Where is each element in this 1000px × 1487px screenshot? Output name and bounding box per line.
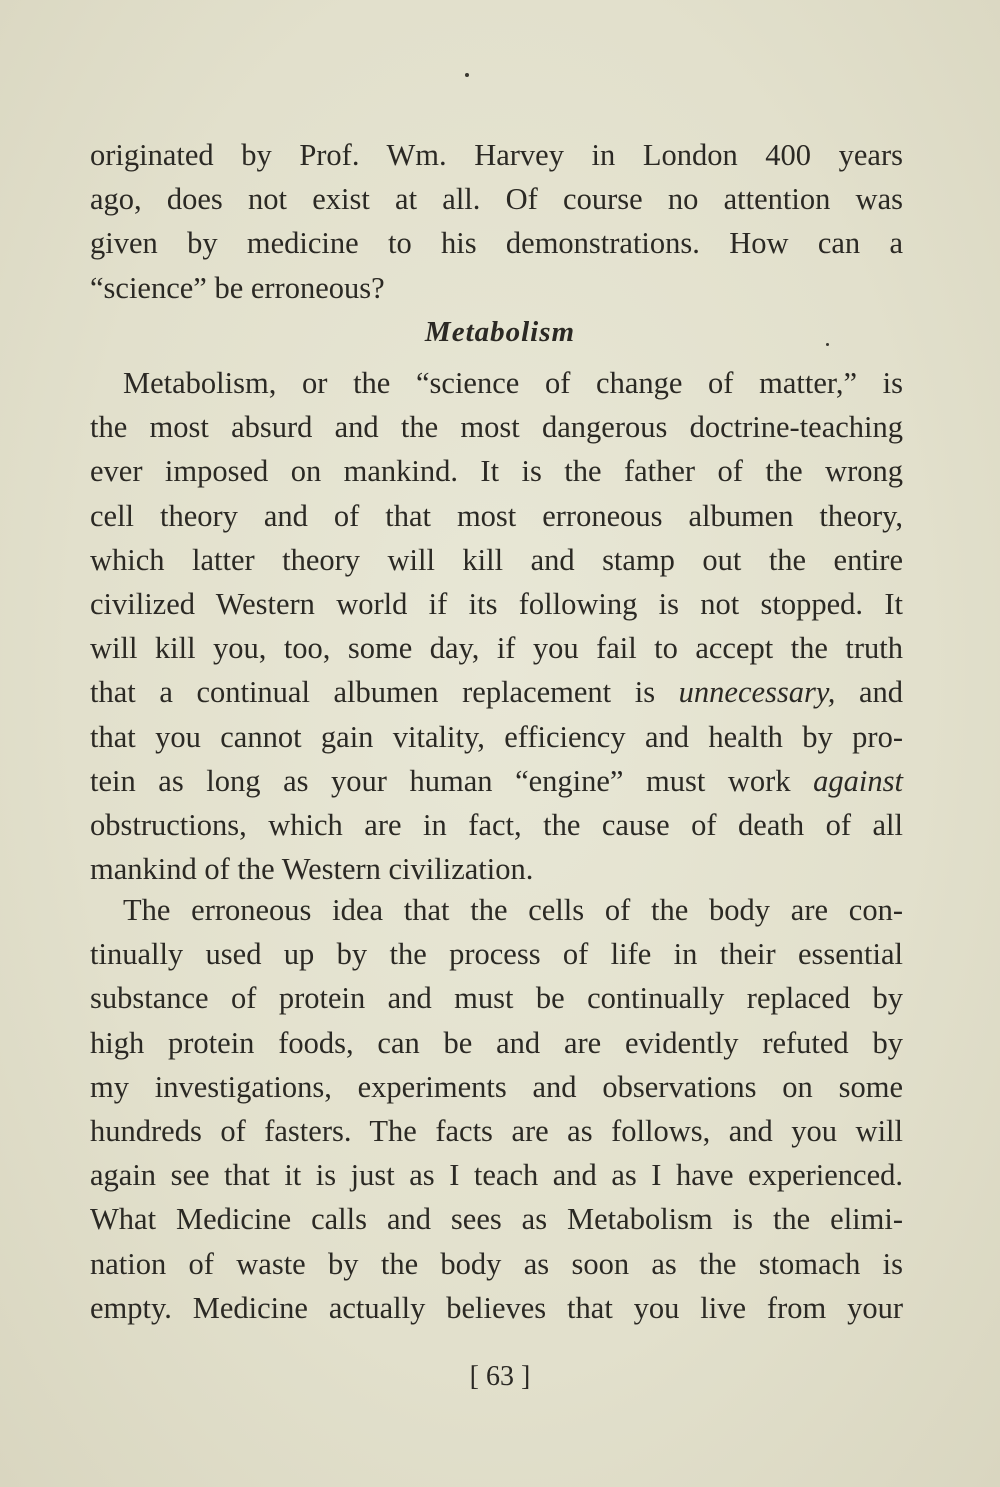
- text-line: ago, does not exist at all. Of course no attention was: [90, 182, 903, 217]
- text-line: that you cannot gain vitality, efficiency and health by pro-: [90, 719, 903, 754]
- text-line: “science” be erroneous?: [90, 270, 385, 305]
- text-line: again see that it is just as I teach and as I have experienced.: [90, 1158, 903, 1193]
- text-line: originated by Prof. Wm. Harvey in London 400 years: [90, 138, 903, 172]
- text-line: obstructions, which are in fact, the cause of death of all: [90, 808, 903, 843]
- text-line: my investigations, experiments and observations on some: [90, 1069, 903, 1104]
- text-line: mankind of the Western civilization.: [90, 852, 534, 887]
- text-line: nation of waste by the body as soon as the stomach is: [90, 1246, 903, 1281]
- text-line: will kill you, too, some day, if you fail to accept the truth: [90, 631, 903, 666]
- text-line: that a continual albumen replacement is unnecessary, and: [90, 675, 903, 710]
- text-line: ever imposed on mankind. It is the father of the wrong: [90, 454, 903, 489]
- text-line: tein as long as your human “engine” must work against: [90, 763, 903, 798]
- text-line: given by medicine to his demonstrations. How can a: [90, 226, 903, 261]
- text-line: What Medicine calls and sees as Metabolism is the elimi-: [90, 1202, 903, 1237]
- text-line: tinually used up by the process of life in their essential: [90, 937, 903, 972]
- text-line: high protein foods, can be and are evidently refuted by: [90, 1025, 903, 1060]
- emphasis-text: unnecessary,: [678, 675, 836, 710]
- text-line: Metabolism, or the “science of change of matter,” is: [123, 366, 903, 400]
- section-heading: Metabolism: [424, 316, 576, 348]
- text-line: empty. Medicine actually believes that you live from your: [90, 1290, 903, 1325]
- page-number: [ 63 ]: [469, 1361, 531, 1392]
- text-line: substance of protein and must be continually replaced by: [90, 981, 903, 1016]
- text-line: the most absurd and the most dangerous doctrine-teaching: [90, 410, 903, 445]
- paragraph-2: [90, 361, 903, 891]
- paragraph-3: [90, 888, 903, 1330]
- paragraph-1: [90, 133, 903, 310]
- text-line: The erroneous idea that the cells of the body are con-: [123, 893, 903, 927]
- text-line: hundreds of fasters. The facts are as follows, and you will: [90, 1114, 903, 1149]
- ink-speck: [465, 73, 469, 77]
- text-line: which latter theory will kill and stamp out the entire: [90, 542, 903, 577]
- text-line: civilized Western world if its following is not stopped. It: [90, 587, 903, 622]
- emphasis-text: against: [813, 763, 903, 798]
- text-line: cell theory and of that most erroneous albumen theory,: [90, 498, 903, 533]
